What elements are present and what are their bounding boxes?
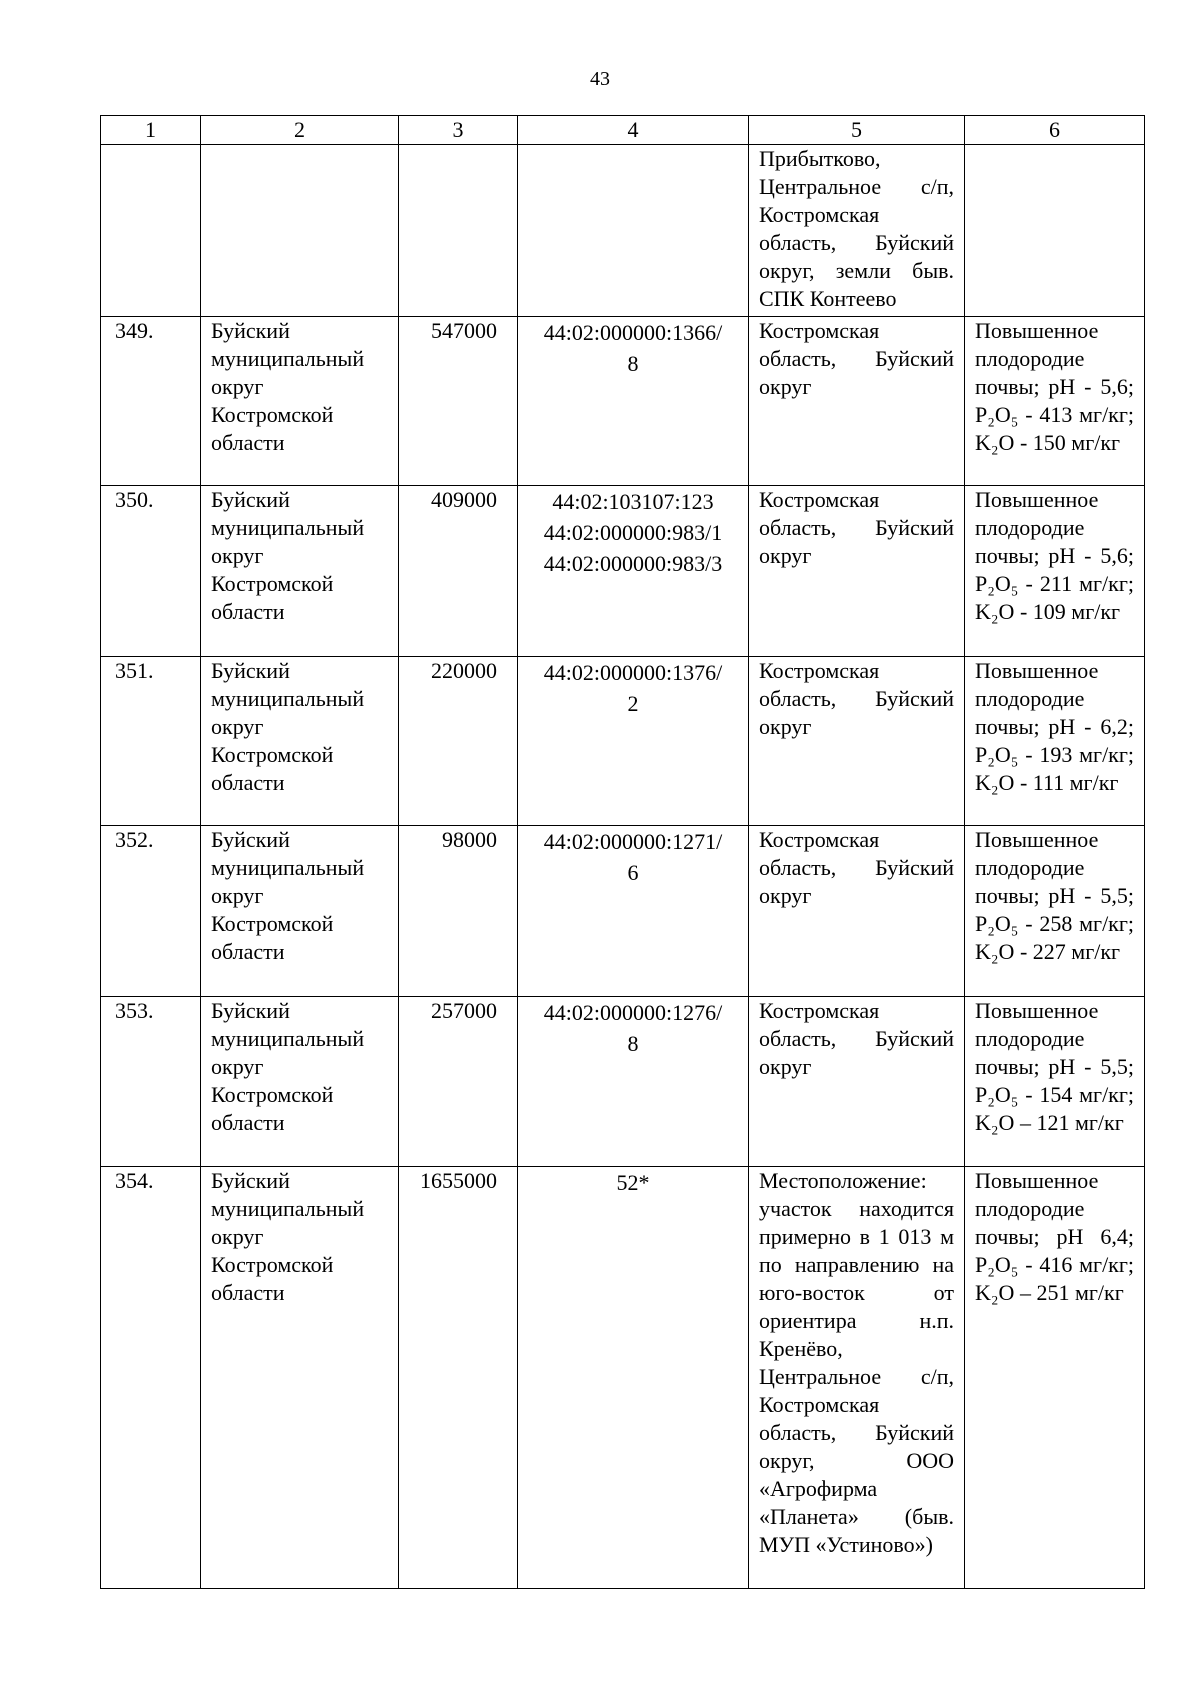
area-cell: 98000 [399, 826, 518, 997]
cadastral-number: 52* [616, 1170, 650, 1195]
cadastral-number: 44:02:000000:1366/ [543, 320, 723, 345]
row-number [101, 145, 201, 317]
cadastral-cell [518, 657, 749, 826]
row-number: 349. [101, 317, 201, 486]
table-header-row [101, 116, 1145, 145]
area-cell: 1655000 [399, 1167, 518, 1589]
row-number: 351. [101, 657, 201, 826]
owner-cell: Буйский муниципальный округ Костромской области [201, 997, 399, 1167]
location-cell: Костромская область, Буйский округ [749, 826, 965, 997]
area-cell: 257000 [399, 997, 518, 1167]
location-cell: Костромская область, Буйский округ [749, 997, 965, 1167]
land-plots-table [100, 115, 1145, 1589]
location-cell: Местоположение: участок находится примерно в 1 013 м по направлению на юго-восток от ориентира н.п. Кренёво, Центральное с/п, Костромская область, Буйский округ, ООО «Агрофирма «Планета» (быв. МУП «Устиново») [749, 1167, 965, 1589]
table-row [101, 657, 1145, 826]
row-number: 350. [101, 486, 201, 657]
owner-cell: Буйский муниципальный округ Костромской области [201, 1167, 399, 1589]
cadastral-number: 44:02:000000:1376/ [543, 660, 723, 685]
cadastral-number: 2 [627, 691, 639, 716]
soil-cell: Повышенное плодородие почвы; pH - 5,5; P₂O₅ - 154 мг/кг; K₂O – 121 мг/кг [965, 997, 1145, 1167]
table-row [101, 486, 1145, 657]
cadastral-number: 8 [627, 1031, 639, 1056]
soil-cell: Повышенное плодородие почвы; pH 6,4; P₂O₅ - 416 мг/кг; K₂O – 251 мг/кг [965, 1167, 1145, 1589]
location-cell: Костромская область, Буйский округ [749, 657, 965, 826]
location-cell: Костромская область, Буйский округ [749, 317, 965, 486]
soil-cell: Повышенное плодородие почвы; pH - 5,6; P₂O₅ - 413 мг/кг; K₂O - 150 мг/кг [965, 317, 1145, 486]
cadastral-cell [518, 486, 749, 657]
owner-cell: Буйский муниципальный округ Костромской области [201, 657, 399, 826]
column-header: 4 [518, 116, 749, 145]
cadastral-cell [518, 317, 749, 486]
soil-cell [965, 145, 1145, 317]
cadastral-number: 44:02:103107:123 [552, 489, 714, 514]
cadastral-cell [518, 1167, 749, 1589]
owner-cell: Буйский муниципальный округ Костромской области [201, 317, 399, 486]
table-row [101, 826, 1145, 997]
location-cell: Прибытково, Центральное с/п, Костромская область, Буйский округ, земли быв. СПК Контеево [749, 145, 965, 317]
soil-cell: Повышенное плодородие почвы; pH - 5,6; P₂O₅ - 211 мг/кг; K₂O - 109 мг/кг [965, 486, 1145, 657]
row-number: 353. [101, 997, 201, 1167]
table-row [101, 317, 1145, 486]
column-header: 3 [399, 116, 518, 145]
cadastral-number: 44:02:000000:983/3 [543, 551, 723, 576]
cadastral-cell [518, 145, 749, 317]
column-header: 5 [749, 116, 965, 145]
cadastral-cell [518, 997, 749, 1167]
owner-cell: Буйский муниципальный округ Костромской области [201, 486, 399, 657]
column-header: 1 [101, 116, 201, 145]
column-header: 2 [201, 116, 399, 145]
row-number: 354. [101, 1167, 201, 1589]
cadastral-number: 44:02:000000:983/1 [543, 520, 723, 545]
cadastral-cell [518, 826, 749, 997]
cadastral-number: 44:02:000000:1271/ [543, 829, 723, 854]
table-row [101, 145, 1145, 317]
cadastral-number: 6 [627, 860, 639, 885]
area-cell [399, 145, 518, 317]
column-header: 6 [965, 116, 1145, 145]
area-cell: 409000 [399, 486, 518, 657]
area-cell: 220000 [399, 657, 518, 826]
cadastral-number: 8 [627, 351, 639, 376]
table-row [101, 1167, 1145, 1589]
area-cell: 547000 [399, 317, 518, 486]
soil-cell: Повышенное плодородие почвы; pH - 6,2; P₂O₅ - 193 мг/кг; K₂O - 111 мг/кг [965, 657, 1145, 826]
owner-cell: Буйский муниципальный округ Костромской области [201, 826, 399, 997]
table-row [101, 997, 1145, 1167]
row-number: 352. [101, 826, 201, 997]
soil-cell: Повышенное плодородие почвы; pH - 5,5; P₂O₅ - 258 мг/кг; K₂O - 227 мг/кг [965, 826, 1145, 997]
page-number: 43 [590, 68, 610, 90]
location-cell: Костромская область, Буйский округ [749, 486, 965, 657]
cadastral-number: 44:02:000000:1276/ [543, 1000, 723, 1025]
owner-cell [201, 145, 399, 317]
